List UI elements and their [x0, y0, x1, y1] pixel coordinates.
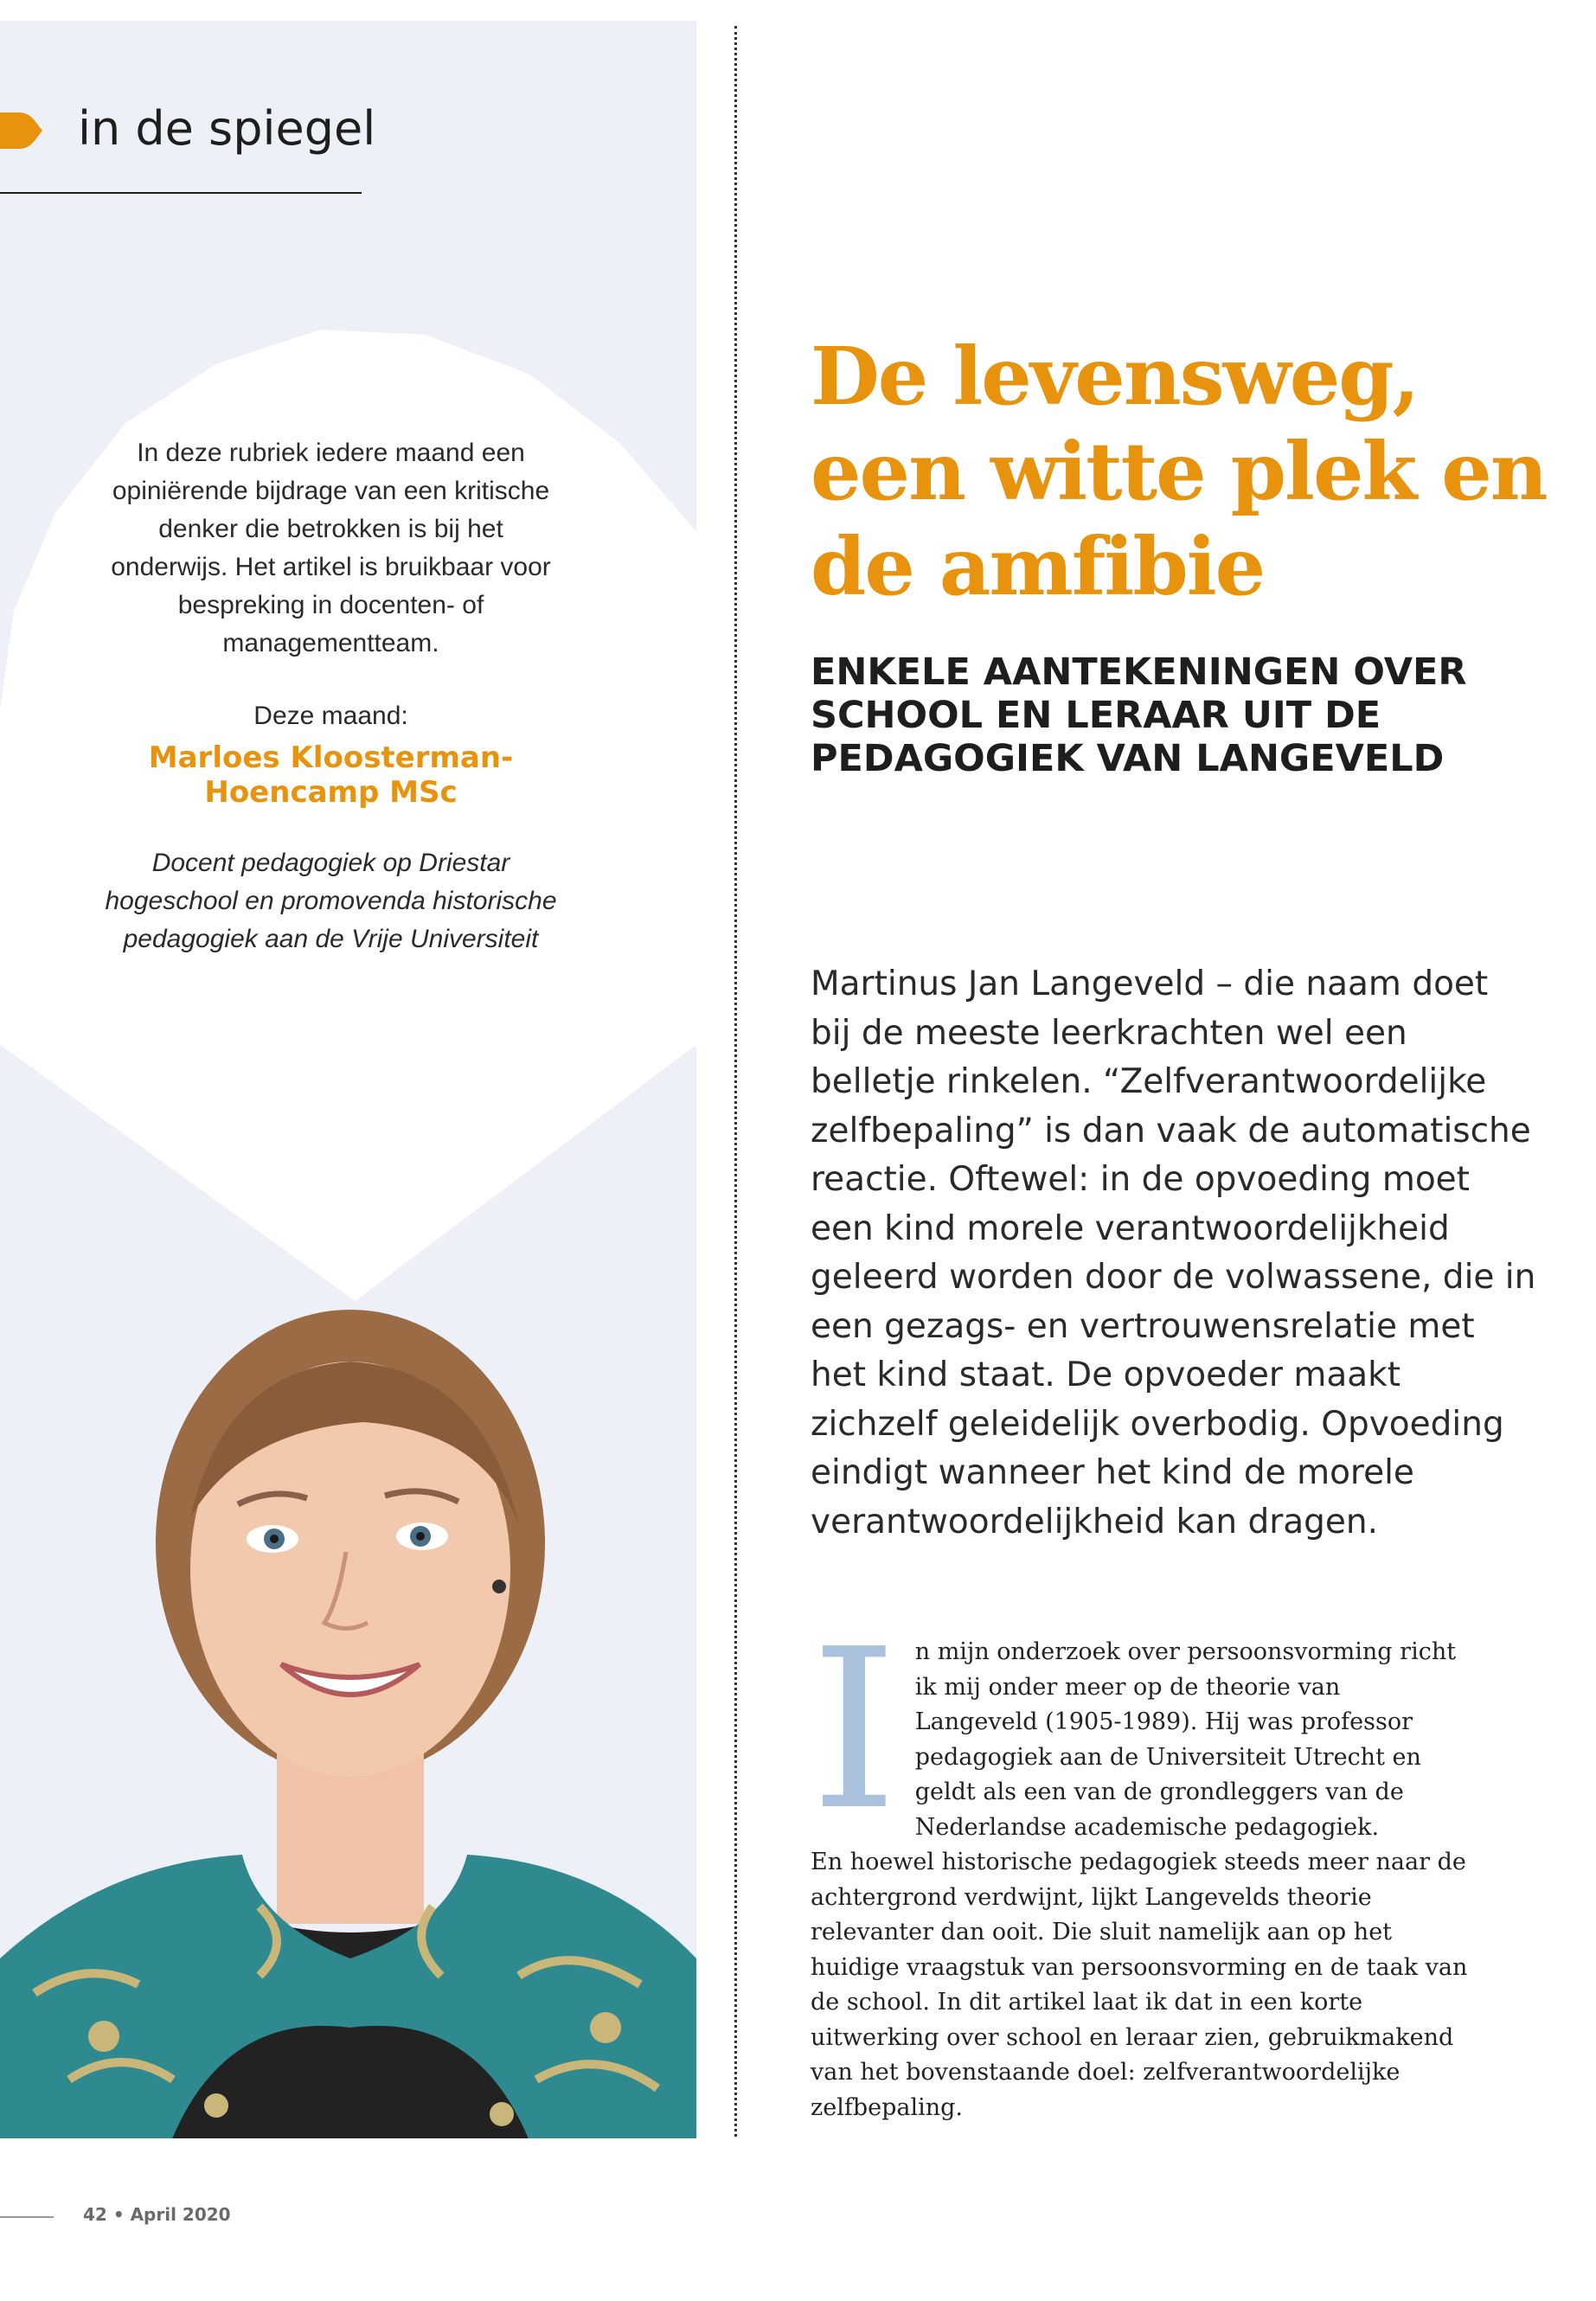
- article-lead: Martinus Jan Langeveld – die naam doet bij de meeste leerkrachten wel een belletje rinkelen. “Zelfverantwoordelijke zelfbepaling” is dan vaak de automatische reactie. Oftewel: in de opvoeding moet een kind morele verantwoordelijkheid geleerd worden door de volwassene, die in een gezags- en vertrouwensrelatie met het kind staat. De opvoeder maakt zichzelf geleidelijk overbodig. Opvoeding eindigt wanneer het kind de morele verantwoordelijkheid kan dragen.: [811, 965, 1536, 1541]
- section-tag: [0, 99, 376, 159]
- article-body: [811, 1602, 1468, 2125]
- footer-separator: •: [112, 2204, 125, 2225]
- section-label: in de spiegel: [78, 101, 376, 156]
- author-portrait: [0, 1301, 696, 2138]
- page-number: 42: [83, 2204, 107, 2225]
- article-subtitle: ENKELE AANTEKENINGEN OVER SCHOOL EN LERAAR UIT DE PEDAGOGIEK VAN LANGEVELD: [811, 651, 1467, 780]
- article-headline: De levensweg, een witte plek en de amfibie: [811, 330, 1547, 613]
- sidebar-intro-block: [104, 434, 558, 958]
- orange-arrow-icon: [0, 109, 42, 152]
- footer-text: [83, 2204, 231, 2225]
- section-rule: [0, 192, 362, 194]
- author-name: Marloes Kloosterman-Hoencamp MSc: [148, 740, 514, 810]
- column-divider: [734, 26, 737, 2137]
- left-panel: [0, 21, 696, 2138]
- drop-cap: I: [811, 1602, 898, 1859]
- rubric-description: In deze rubriek iedere maand een opiniërende bijdrage van een kritische denker die betrokken is bij het onderwijs. Het artikel is bruikbaar voor bespreking in docenten- of managementteam.: [111, 439, 551, 657]
- footer-rule: [0, 2216, 54, 2218]
- page-footer: [0, 2204, 346, 2230]
- this-month-label: Deze maand:: [253, 702, 408, 730]
- issue-date: April 2020: [130, 2204, 231, 2225]
- author-bio: Docent pedagogiek op Driestar hogeschool en promovenda historische pedagogiek aan de Vrije Universiteit: [105, 849, 557, 953]
- body-paragraph-1: n mijn onderzoek over persoonsvorming richt ik mij onder meer op de theorie van Langeveld (1905-1989). Hij was professor pedagogiek aan de Universiteit Utrecht en geldt als een van de grondleggers van de Nederlandse academische pedagogiek.: [914, 1638, 1457, 1841]
- body-paragraph-2: En hoewel historische pedagogiek steeds meer naar de achtergrond verdwijnt, lijkt Langevelds theorie relevanter dan ooit. Die sluit namelijk aan op het huidige vraagstuk van persoonsvorming en de taak van de school. In dit artikel laat ik dat in een korte uitwerking over school en leraar zien, gebruikmakend van het bovenstaande doel: zelfverantwoordelijke zelfbepaling.: [811, 1849, 1468, 2121]
